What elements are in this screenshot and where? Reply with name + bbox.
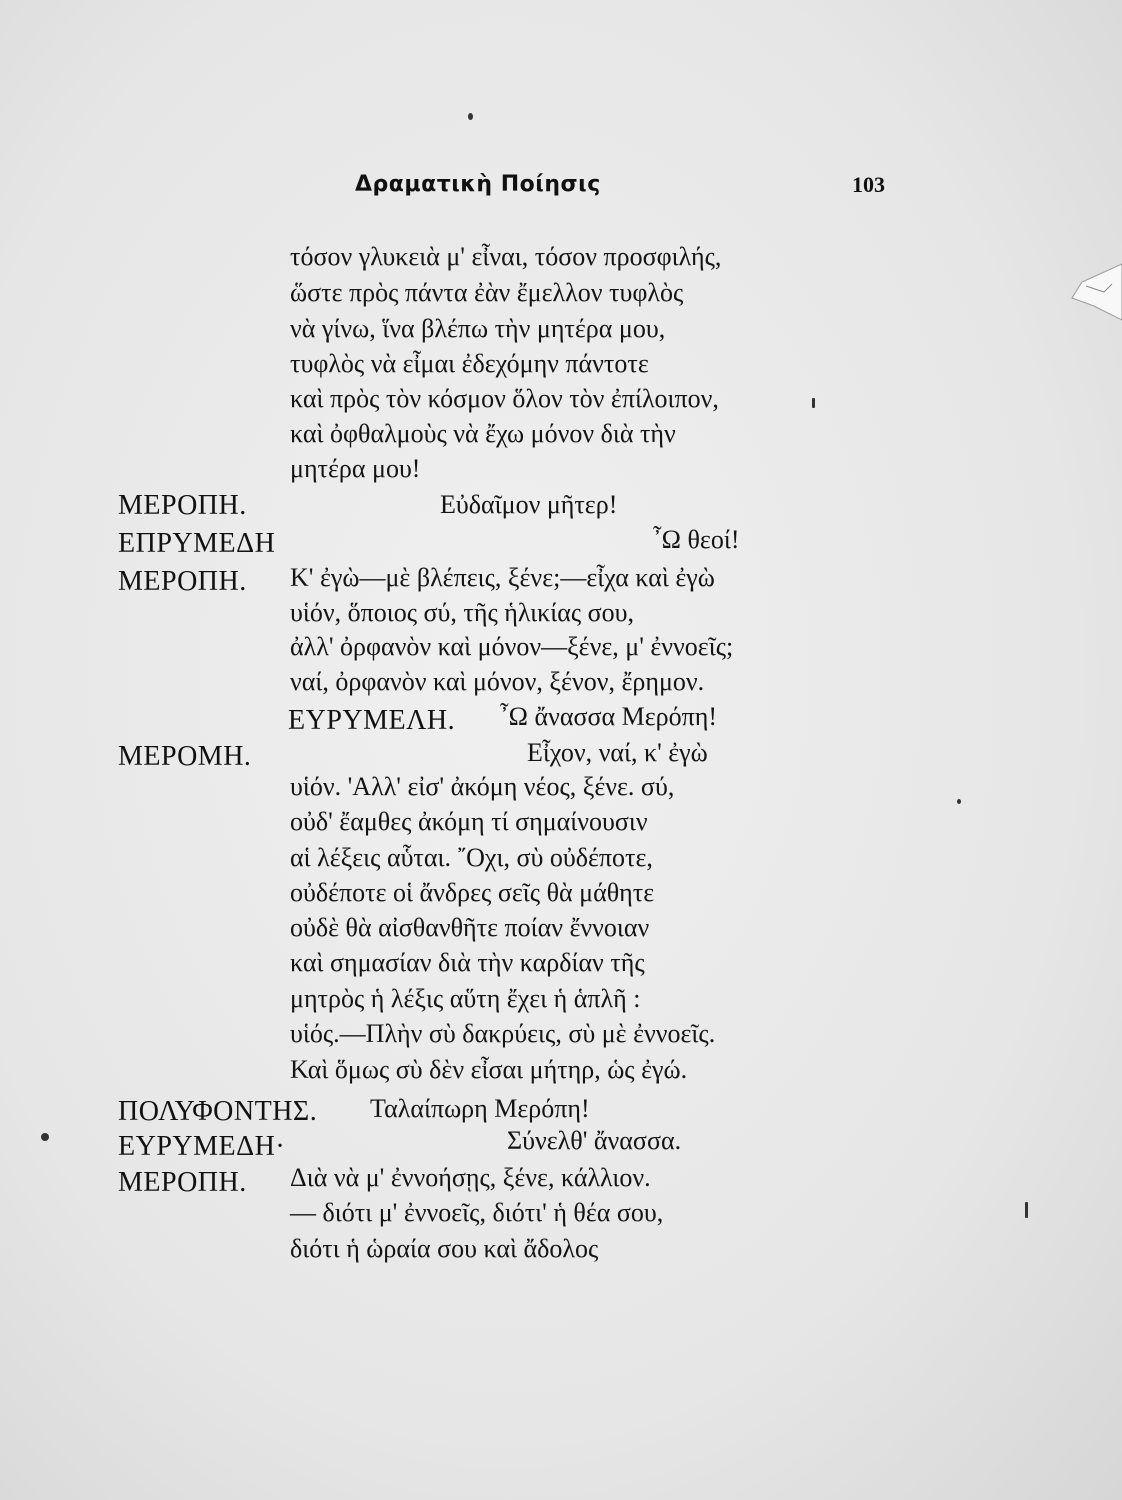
verse-line: Εἶχον, ναί, κ' ἐγὼ	[527, 738, 708, 767]
verse-line: οὐδέποτε οἱ ἄνδρες σεῖς θὰ μάθητε	[290, 878, 655, 907]
ink-speck	[812, 398, 815, 408]
speaker-name: ΕΠΡΥΜΕΔΗ	[118, 528, 276, 559]
verse-line: τόσον γλυκειὰ μ' εἶναι, τόσον προσφιλής,	[290, 242, 722, 271]
verse-line: ναί, ὀρφανὸν καὶ μόνον, ξένον, ἔρημον.	[290, 667, 705, 696]
verse-line: Εὐδαῖμον μῆτερ!	[440, 490, 618, 519]
speaker-name: ΕΥΡΥΜΕΔΗ·	[118, 1131, 286, 1162]
speaker-name: ΜΕΡΟΠΗ.	[118, 566, 247, 597]
ink-speck	[41, 1133, 49, 1141]
verse-line: υἱόν, ὅποιος σύ, τῆς ἡλικίας σου,	[290, 598, 635, 627]
verse-line: Κ' ἐγὼ—μὲ βλέπεις, ξένε;—εἶχα καὶ ἐγὼ	[290, 563, 715, 592]
verse-line: καὶ ὀφθαλμοὺς νὰ ἔχω μόνον διὰ τὴν	[290, 419, 676, 448]
verse-line: ἀλλ' ὀρφανὸν καὶ μόνον—ξένε, μ' ἐννοεῖς;	[290, 632, 734, 661]
verse-line: νὰ γίνω, ἵνα βλέπω τὴν μητέρα μου,	[290, 314, 666, 343]
verse-line: καὶ πρὸς τὸν κόσμον ὅλον τὸν ἐπίλοιπον,	[290, 384, 719, 413]
verse-line: Σύνελθ' ἄνασσα.	[507, 1126, 682, 1155]
verse-line: ῏Ω ἄνασσα Μερόπη!	[500, 702, 718, 731]
verse-line: οὐδὲ θὰ αἰσθανθῆτε ποίαν ἔννοιαν	[290, 913, 650, 942]
running-title: Δραματικὴ Ποίησις	[355, 172, 601, 197]
verse-line: Διὰ νὰ μ' ἐννοήσῃς, ξένε, κάλλιον.	[290, 1163, 651, 1192]
speaker-name: ΠΟΛΥΦΟΝΤΗΣ.	[118, 1096, 318, 1127]
torn-paper-corner	[1042, 262, 1122, 322]
page-number: 103	[852, 172, 885, 197]
verse-line: μητρὸς ἡ λέξις αὕτη ἔχει ἡ ἁπλῆ :	[290, 984, 641, 1013]
verse-line: οὐδ' ἔαμθες ἀκόμη τί σημαίνουσιν	[290, 807, 648, 836]
verse-line: ῏Ω θεοί!	[653, 525, 740, 554]
verse-line: καὶ σημασίαν διὰ τὴν καρδίαν τῆς	[290, 948, 645, 977]
verse-line: αἱ λέξεις αὗται. ῎Οχι, σὺ οὐδέποτε,	[290, 843, 653, 872]
ink-speck	[1025, 1202, 1028, 1218]
verse-line: Ταλαίπωρη Μερόπη!	[370, 1094, 590, 1123]
verse-line: ὥστε πρὸς πάντα ἐὰν ἔμελλον τυφλὸς	[290, 278, 684, 307]
verse-line: διότι ἡ ὡραία σου καὶ ἄδολος	[290, 1234, 599, 1263]
verse-line: Καὶ ὅμως σὺ δὲν εἶσαι μήτηρ, ὡς ἐγώ.	[290, 1055, 688, 1084]
verse-line: τυφλὸς νὰ εἶμαι ἐδεχόμην πάντοτε	[290, 349, 649, 378]
verse-line: μητέρα μου!	[290, 454, 421, 483]
speaker-name: ΜΕΡΟΜΗ.	[118, 741, 252, 772]
speaker-name: ΕΥΡΥΜΕΛΗ.	[288, 705, 456, 736]
verse-line: — διότι μ' ἐννοεῖς, διότι' ἡ θέα σου,	[290, 1198, 664, 1227]
ink-speck	[468, 113, 473, 120]
verse-line: υἱόν. 'Αλλ' εἰσ' ἀκόμη νέος, ξένε. σύ,	[290, 772, 675, 801]
ink-speck	[957, 799, 961, 804]
speaker-name: ΜΕΡΟΠΗ.	[118, 1167, 247, 1198]
verse-line: υἱός.—Πλὴν σὺ δακρύεις, σὺ μὲ ἐννοεῖς.	[290, 1019, 716, 1048]
speaker-name: ΜΕΡΟΠΗ.	[118, 490, 247, 521]
